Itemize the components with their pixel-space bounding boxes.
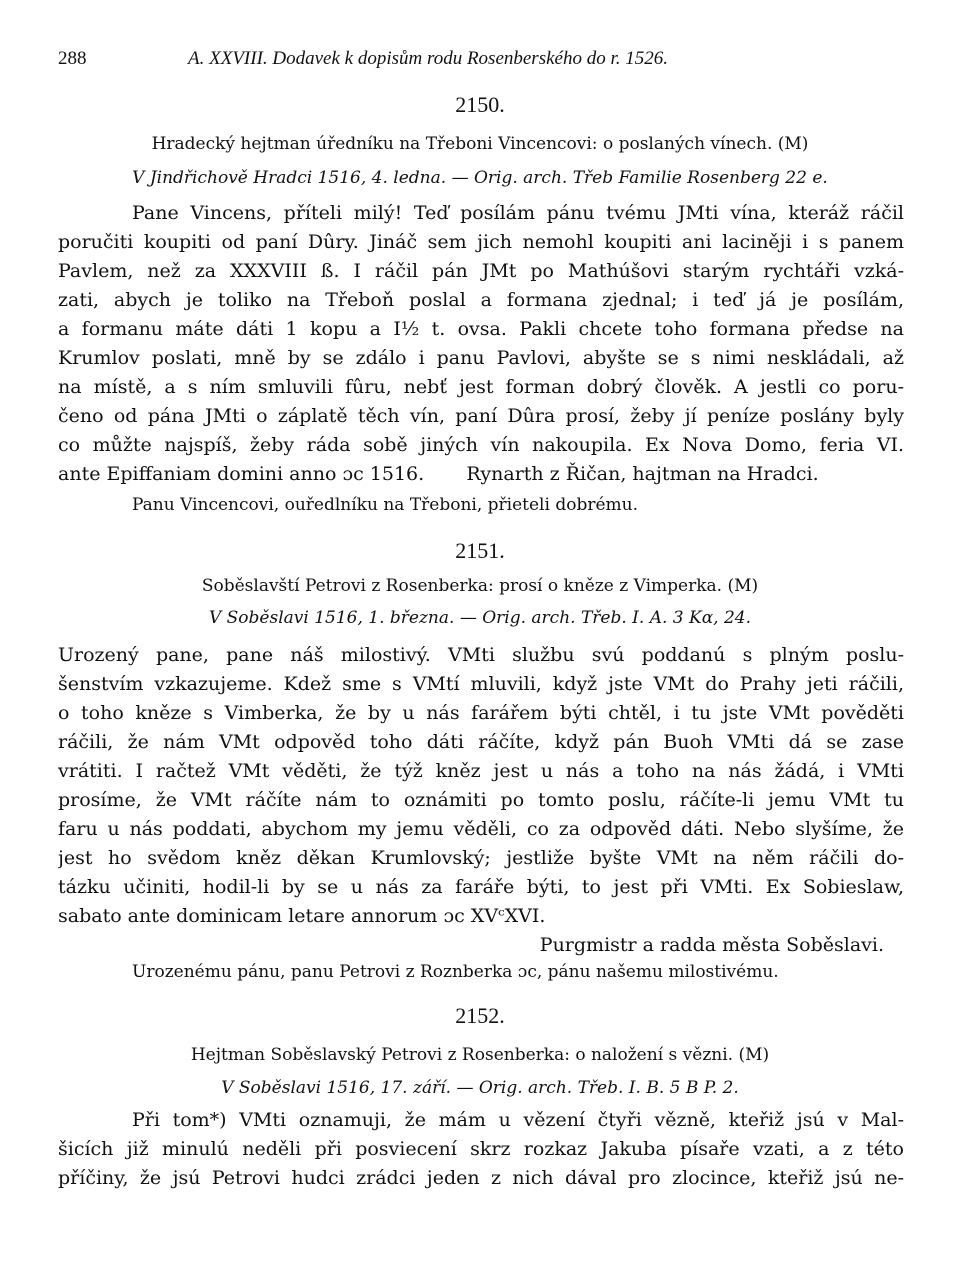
letter-source: V Jindřichově Hradci 1516, 4. ledna. — Orig. arch. Třeb Familie Rosenberg 22 e.	[132, 168, 828, 188]
text-line: Pane Vincens, příteli milý! Teď posílám pánu tvému JMti vína, kteráž ráčil	[132, 202, 904, 224]
text-line: vrátiti. I račtež VMt věděti, že týž kněz jest u nás a toho na nás žádá, i VMti	[58, 760, 904, 782]
text-line: prosíme, že VMt ráčíte nám to oznámiti po tomto poslu, ráčíte-li jemu VMt tu	[58, 789, 904, 811]
letter-address: Panu Vincencovi, ouředlníku na Třeboni, přieteli dobrému.	[132, 495, 638, 515]
text-line: šenstvím vzkazujeme. Kdež sme s VMtí mluvili, když jste VMt do Prahy jeti ráčili,	[58, 673, 904, 695]
page-number: 288	[58, 48, 87, 69]
text-line: faru u nás poddati, abychom my jemu věděli, co za odpověd dáti. Nebo slyšíme, že	[58, 818, 904, 840]
text-line: jest ho svědom kněz děkan Krumlovský; jestliže byšte VMt na něm ráčili do-	[58, 847, 904, 869]
running-title: A. XXVIII. Dodavek k dopisům rodu Rosenberského do r. 1526.	[188, 48, 669, 69]
text-line: sabato ante dominicam letare annorum ɔc XVᶜXVI.	[58, 905, 546, 927]
running-header	[58, 42, 902, 74]
text-line: co můžte najspíš, žeby ráda sobě jiných vín nakoupila. Ex Nova Domo, feria VI.	[58, 434, 904, 456]
letter-number: 2151.	[455, 538, 505, 563]
text-line: zati, abych je toliko na Třeboň poslal a formana zjednal; i teď já je posílám,	[58, 289, 904, 311]
text-line: na místě, a s ním smluvili fûru, nebť jest forman dobrý člověk. A jestli co poru-	[58, 376, 904, 398]
letter-summary: Hradecký hejtman úředníku na Třeboni Vincencovi: o poslaných vínech. (M)	[151, 134, 809, 154]
text-line: Při tom*) VMti oznamuji, že mám u vězení čtyři vězně, kteřiž jsú v Mal-	[132, 1109, 904, 1131]
letter-summary: Soběslavští Petrovi z Rosenberka: prosí o kněze z Vimperka. (M)	[201, 576, 759, 596]
letter-address: Urozenému pánu, panu Petrovi z Roznberka ɔc, pánu našemu milostivému.	[132, 962, 779, 982]
text-line: příčiny, že jsú Petrovi hudci zrádci jeden z nich dával pro zlocince, kteřiž jsú ne-	[58, 1167, 904, 1189]
text-line: Krumlov poslati, mně by se zdálo i panu Pavlovi, abyšte se s nimi neskládali, až	[58, 347, 904, 369]
letter-source: V Soběslavi 1516, 17. září. — Orig. arch. Třeb. I. B. 5 B P. 2.	[221, 1078, 739, 1098]
text-line: tázku učiniti, hodil-li by se u nás za faráře býti, to jest při VMti. Ex Sobieslaw,	[58, 876, 904, 898]
text-line: ráčili, že nám VMt odpověd toho dáti ráčíte, když pán Buoh VMti dá se zase	[58, 731, 904, 753]
text-line: šicích již minulú neděli při posviecení skrz rozkaz Jakuba písaře vzati, a z této	[58, 1138, 904, 1160]
text-line: poručiti koupiti od paní Dûry. Jináč sem jich nemohl koupiti ani laciněji i s panem	[58, 231, 904, 253]
text-line: o toho kněze s Vimberka, že by u nás farářem býti chtěl, i tu jste VMt pověděti	[58, 702, 904, 724]
text-line: Urozený pane, pane náš milostivý. VMti službu svú poddanú s plným poslu-	[58, 644, 904, 666]
text-line: Pavlem, než za XXXVIII ß. I ráčil pán JMt po Mathúšovi starým rychtáři vzká-	[58, 260, 904, 282]
letter-summary: Hejtman Soběslavský Petrovi z Rosenberka: o naložení s vězni. (M)	[190, 1045, 770, 1065]
letter-number: 2150.	[455, 92, 505, 117]
text-line: ante Epiffaniam domini anno ɔc 1516. Rynarth z Řičan, hajtman na Hradci.	[58, 463, 819, 485]
letter-source: V Soběslavi 1516, 1. března. — Orig. arch. Třeb. I. A. 3 Kα, 24.	[208, 608, 752, 628]
letter-number: 2152.	[455, 1003, 505, 1028]
letter-signature: Purgmistr a radda města Soběslavi.	[539, 934, 884, 956]
text-line: čeno od pána JMti o záplatě těch vín, paní Dûra prosí, žeby jí peníze poslány byly	[58, 405, 904, 427]
text-line: a formanu máte dáti 1 kopu a I½ t. ovsa. Pakli chcete toho formana předse na	[58, 318, 904, 340]
